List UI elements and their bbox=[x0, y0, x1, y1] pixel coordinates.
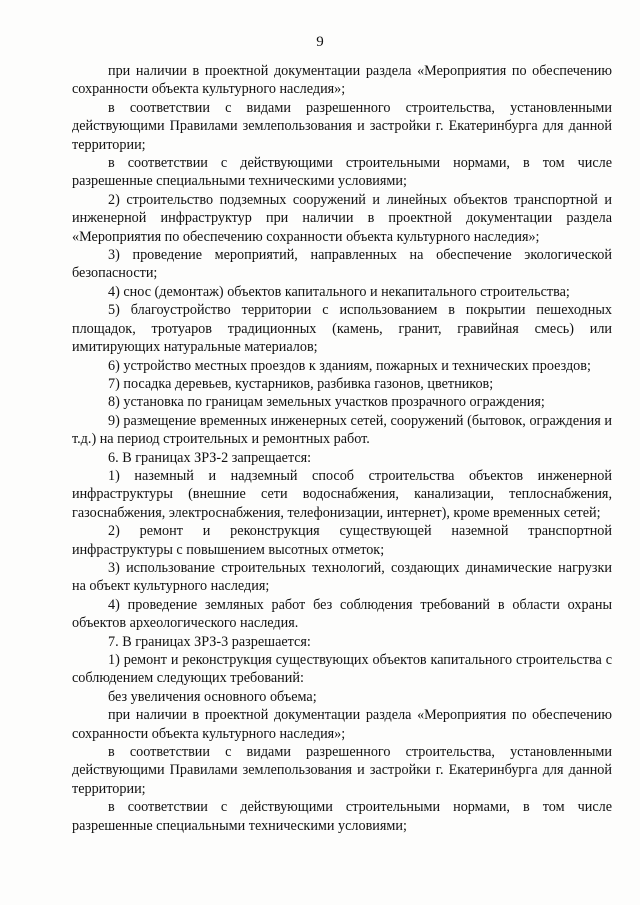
paragraph: в соответствии с видами разрешенного строительства, установленными действующими Правилами землепользования и застройки г. Екатеринбурга для данной территории; bbox=[72, 99, 612, 153]
section-heading: 6. В границах ЗРЗ-2 запрещается: bbox=[108, 449, 312, 466]
paragraph: в соответствии с действующими строительными нормами, в том числе разрешенные специальными техническими условиями; bbox=[72, 799, 612, 834]
section-heading: 7. В границах ЗРЗ-3 разрешается: bbox=[108, 633, 311, 650]
paragraph: 5) благоустройство территории с использованием в покрытии пешеходных площадок, тротуаров традиционных (камень, гранит, гравийная смесь) или имитирующих натуральные материалов; bbox=[72, 302, 612, 356]
paragraph: в соответствии с действующими строительными нормами, в том числе разрешенные специальными техническими условиями; bbox=[72, 155, 612, 190]
paragraph: 9) размещение временных инженерных сетей, сооружений (бытовок, ограждения и т.д.) на период строительных и ремонтных работ. bbox=[72, 412, 612, 448]
paragraph: 1) ремонт и реконструкция существующих объектов капитального строительства с соблюдением следующих требований: bbox=[72, 652, 612, 687]
paragraph: при наличии в проектной документации раздела «Мероприятия по обеспечению сохранности объекта культурного наследия»; bbox=[72, 707, 612, 742]
paragraph: 3) использование строительных технологий, создающих динамические нагрузки на объект культурного наследия; bbox=[72, 559, 612, 595]
paragraph: 8) установка по границам земельных участков прозрачного ограждения; bbox=[108, 394, 545, 411]
paragraph: без увеличения основного объема; bbox=[108, 688, 317, 705]
paragraph: 6) устройство местных проездов к зданиям, пожарных и технических проездов; bbox=[108, 357, 591, 374]
paragraph: в соответствии с видами разрешенного строительства, установленными действующими Правилами землепользования и застройки г. Екатеринбурга для данной территории; bbox=[72, 744, 612, 797]
paragraph: 2) строительство подземных сооружений и линейных объектов транспортной и инженерной инфраструктур при наличии в проектной документации раздела «Мероприятия по обеспечению сохранности объекта культурного наследия»; bbox=[72, 191, 612, 245]
document-body bbox=[72, 62, 612, 835]
paragraph: 4) проведение земляных работ без соблюдения требований в области охраны объектов археологического наследия. bbox=[72, 596, 612, 632]
paragraph: 2) ремонт и реконструкция существующей наземной транспортной инфраструктуры с повышением высотных отметок; bbox=[72, 523, 612, 558]
paragraph: 7) посадка деревьев, кустарников, разбивка газонов, цветников; bbox=[108, 375, 494, 392]
paragraph: 3) проведение мероприятий, направленных на обеспечение экологической безопасности; bbox=[72, 247, 612, 282]
paragraph: 1) наземный и надземный способ строительства объектов инженерной инфраструктуры (внешние сети водоснабжения, канализации, теплоснабжения, газоснабжения, электроснабжения, телефонизации, интернет), кроме временных сетей; bbox=[72, 467, 612, 521]
paragraph: при наличии в проектной документации раздела «Мероприятия по обеспечению сохранности объекта культурного наследия»; bbox=[72, 63, 612, 98]
paragraph: 4) снос (демонтаж) объектов капитального и некапитального строительства; bbox=[108, 283, 570, 300]
page-number: 9 bbox=[316, 34, 324, 50]
